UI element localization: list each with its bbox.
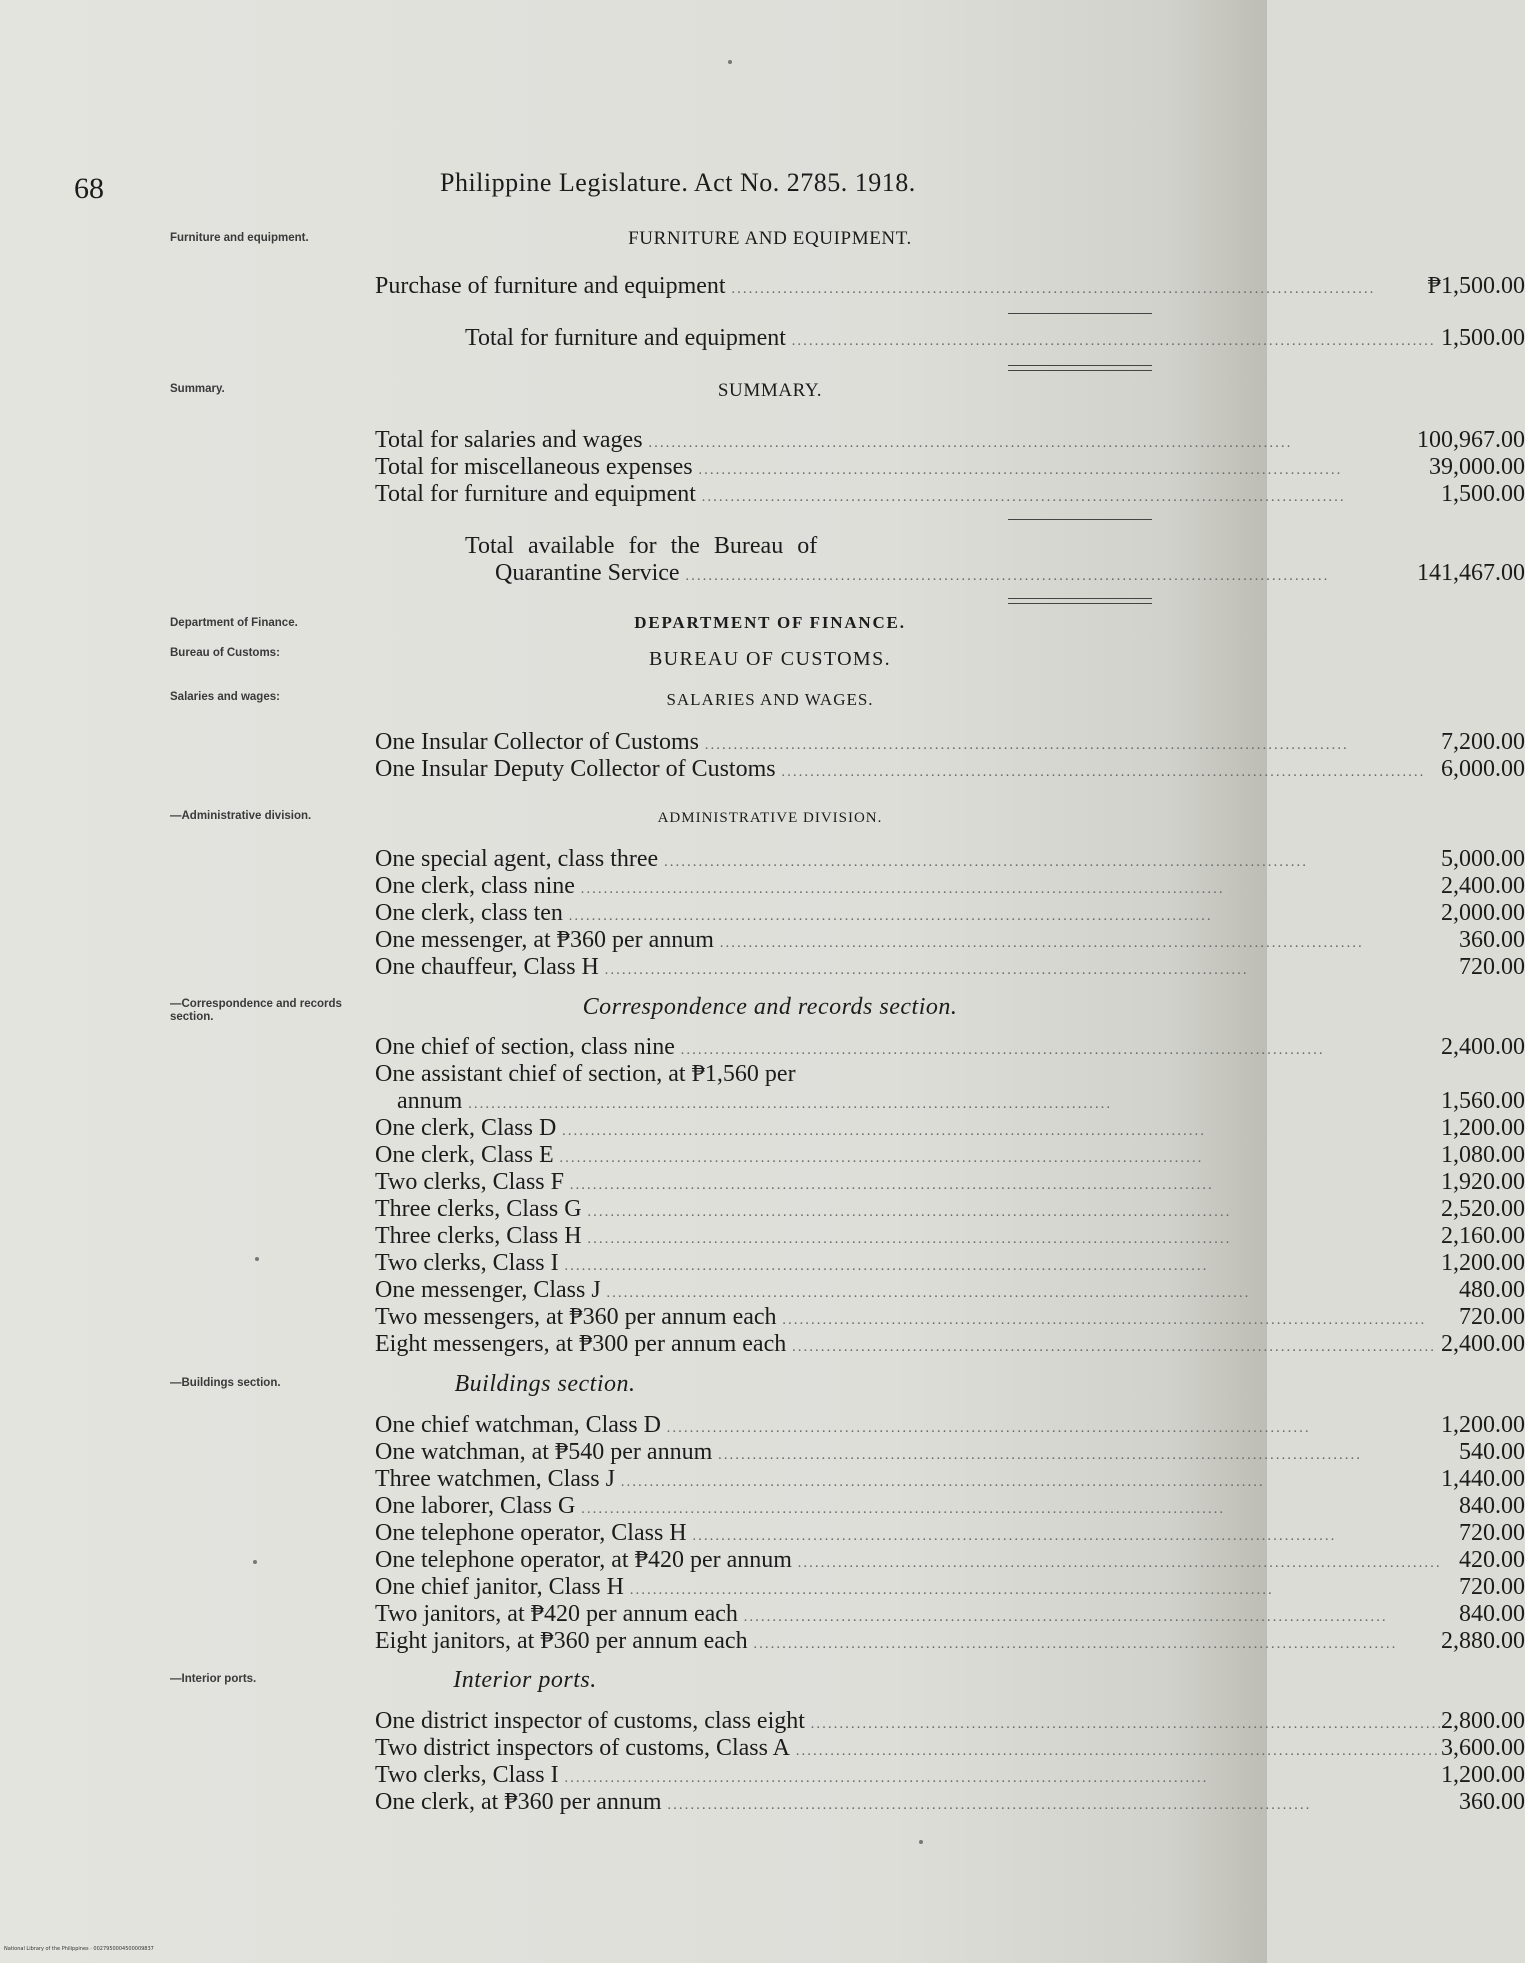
item-label: Three watchmen, Class J ..... [375,1466,955,1496]
line-item [375,1331,1525,1358]
line-item [375,1412,1525,1439]
item-label: One Insular Deputy Collector of Customs ..... [375,756,955,786]
scan-speck [919,1840,923,1844]
item-amount: 1,500.00 [1441,481,1525,507]
item-amount: 720.00 [1459,1304,1525,1330]
heading-administrative: ADMINISTRATIVE DIVISION. [657,810,883,826]
margin-note-bureau: Bureau of Customs: [170,647,280,659]
line-item [375,729,1525,756]
double-rule [1008,598,1152,604]
item-amount: 2,520.00 [1441,1196,1525,1222]
margin-note-summary: Summary. [170,383,225,395]
margin-note-correspondence: —Correspondence and records section. [170,998,342,1023]
item-label: One clerk, class nine ..... [375,873,955,903]
item-label: One laborer, Class G ..... [375,1493,955,1523]
scan-speck [253,1560,257,1564]
item-amount: 1,560.00 [1441,1088,1525,1114]
item-label: Three clerks, Class H ..... [375,1223,955,1253]
margin-note-salaries: Salaries and wages: [170,691,280,703]
item-amount: 39,000.00 [1429,454,1525,480]
item-amount: 2,160.00 [1441,1223,1525,1249]
item-label: One chief janitor, Class H ..... [375,1574,955,1604]
line-item [375,1169,1525,1196]
line-item [375,1601,1525,1628]
line-item [375,454,1525,481]
heading-interior: Interior ports. [453,1667,597,1693]
item-amount: 6,000.00 [1441,756,1525,782]
item-label: One Insular Collector of Customs ..... [375,729,955,759]
item-label: Two district inspectors of customs, Class A ..... [375,1735,955,1765]
item-amount: 2,400.00 [1441,1034,1525,1060]
line-item [375,927,1525,954]
item-label: One messenger, Class J ..... [375,1277,955,1307]
item-amount: 7,200.00 [1441,729,1525,755]
heading-department: DEPARTMENT OF FINANCE. [634,613,906,632]
item-label: One district inspector of customs, class eight ..... [375,1708,955,1738]
heading-summary: SUMMARY. [717,380,823,401]
line-item [375,273,1525,300]
line-item [375,1304,1525,1331]
item-amount: 1,920.00 [1441,1169,1525,1195]
item-label: Eight janitors, at ₱360 per annum each ..... [375,1628,955,1658]
scan-footer: National Library of the Philippines · 0027950004500009837 [4,1946,154,1952]
sum-rule [1008,313,1152,314]
line-item [375,1466,1525,1493]
line-item [375,427,1525,454]
item-label: One telephone operator, Class H ..... [375,1520,955,1550]
heading-buildings: Buildings section. [454,1371,636,1397]
item-label-wrapped: One assistant chief of section, at ₱1,560 per [375,1061,796,1087]
item-label: Two messengers, at ₱360 per annum each ..... [375,1304,955,1334]
margin-note-department: Department of Finance. [170,617,298,629]
item-amount: 2,880.00 [1441,1628,1525,1654]
item-label: Total for miscellaneous expenses ..... [375,454,955,484]
item-label: Two clerks, Class F ..... [375,1169,955,1199]
total-line [400,560,1525,587]
line-item [375,1520,1525,1547]
item-amount: 2,400.00 [1441,873,1525,899]
item-label: One clerk, class ten ..... [375,900,955,930]
sum-rule [1008,519,1152,520]
item-amount: 840.00 [1459,1493,1525,1519]
line-item [375,1088,1525,1115]
item-amount: 720.00 [1459,954,1525,980]
line-item [375,1735,1525,1762]
line-item [375,1196,1525,1223]
item-label: Three clerks, Class G ..... [375,1196,955,1226]
item-label: Two clerks, Class I ..... [375,1250,955,1280]
total-label-line1: Total available for the Bureau of [465,533,818,559]
item-label: One chief watchman, Class D ..... [375,1412,955,1442]
line-item [375,1789,1525,1816]
total-amount: 1,500.00 [1441,325,1525,351]
item-amount: 840.00 [1459,1601,1525,1627]
item-label: One chief of section, class nine ..... [375,1034,955,1064]
total-label: Quarantine Service ..... [495,560,985,590]
item-label: Total for salaries and wages ..... [375,427,955,457]
item-amount: 480.00 [1459,1277,1525,1303]
total-label: Total for furniture and equipment ..... [465,325,955,355]
heading-salaries: SALARIES AND WAGES. [666,690,874,709]
line-item [375,1493,1525,1520]
heading-correspondence: Correspondence and records section. [582,994,958,1020]
line-item [375,1574,1525,1601]
line-item [375,1762,1525,1789]
line-item [375,1277,1525,1304]
item-amount: 3,600.00 [1441,1735,1525,1761]
heading-bureau: BUREAU OF CUSTOMS. [648,648,892,670]
line-item [375,1547,1525,1574]
line-item [375,1115,1525,1142]
item-label: Two clerks, Class I ..... [375,1762,955,1792]
line-item [375,481,1525,508]
line-item [375,756,1525,783]
heading-furniture: FURNITURE AND EQUIPMENT. [628,228,912,249]
item-amount: 1,200.00 [1441,1762,1525,1788]
item-amount: 720.00 [1459,1574,1525,1600]
item-label: One watchman, at ₱540 per annum ..... [375,1439,955,1469]
line-item [375,1034,1525,1061]
line-item [375,873,1525,900]
line-item [375,846,1525,873]
margin-note-buildings: —Buildings section. [170,1377,281,1389]
item-amount: 1,200.00 [1441,1412,1525,1438]
item-label: One chauffeur, Class H ..... [375,954,955,984]
margin-note-furniture: Furniture and equipment. [170,232,309,244]
total-amount: 141,467.00 [1417,560,1525,586]
scan-speck [728,60,732,64]
line-item [375,1439,1525,1466]
item-amount: 420.00 [1459,1547,1525,1573]
line-item [375,1250,1525,1277]
double-rule [1008,365,1152,371]
item-label: One clerk, at ₱360 per annum ..... [375,1789,955,1819]
line-item [375,1708,1525,1735]
item-label: One messenger, at ₱360 per annum ..... [375,927,955,957]
item-amount: 360.00 [1459,1789,1525,1815]
margin-note-administrative: —Administrative division. [170,810,312,822]
line-item [375,954,1525,981]
scan-speck [255,1257,259,1261]
item-amount: 2,800.00 [1441,1708,1525,1734]
item-label: One special agent, class three ..... [375,846,955,876]
item-amount: 100,967.00 [1417,427,1525,453]
item-label: Total for furniture and equipment ..... [375,481,955,511]
item-amount: 1,080.00 [1441,1142,1525,1168]
line-item [375,1628,1525,1655]
line-item [375,1142,1525,1169]
page-number: 68 [74,172,104,205]
item-amount: 540.00 [1459,1439,1525,1465]
item-amount: 2,400.00 [1441,1331,1525,1357]
item-label: Two janitors, at ₱420 per annum each ..... [375,1601,955,1631]
item-amount: 1,440.00 [1441,1466,1525,1492]
line-item [375,1223,1525,1250]
item-label: One clerk, Class D ..... [375,1115,955,1145]
item-amount: 1,200.00 [1441,1250,1525,1276]
running-head: Philippine Legislature. Act No. 2785. 1918. [440,168,916,197]
item-amount: 720.00 [1459,1520,1525,1546]
item-label: Eight messengers, at ₱300 per annum each ..... [375,1331,955,1361]
item-amount: 1,200.00 [1441,1115,1525,1141]
item-label: annum ..... [397,1088,955,1118]
total-line [375,325,1525,352]
item-label: One telephone operator, at ₱420 per annum ..... [375,1547,955,1577]
item-label: Purchase of furniture and equipment ..... [375,273,955,303]
item-amount: 2,000.00 [1441,900,1525,926]
margin-note-interior: —Interior ports. [170,1673,257,1685]
item-label: One clerk, Class E ..... [375,1142,955,1172]
item-amount: ₱1,500.00 [1427,273,1525,299]
line-item [375,900,1525,927]
item-amount: 5,000.00 [1441,846,1525,872]
item-amount: 360.00 [1459,927,1525,953]
